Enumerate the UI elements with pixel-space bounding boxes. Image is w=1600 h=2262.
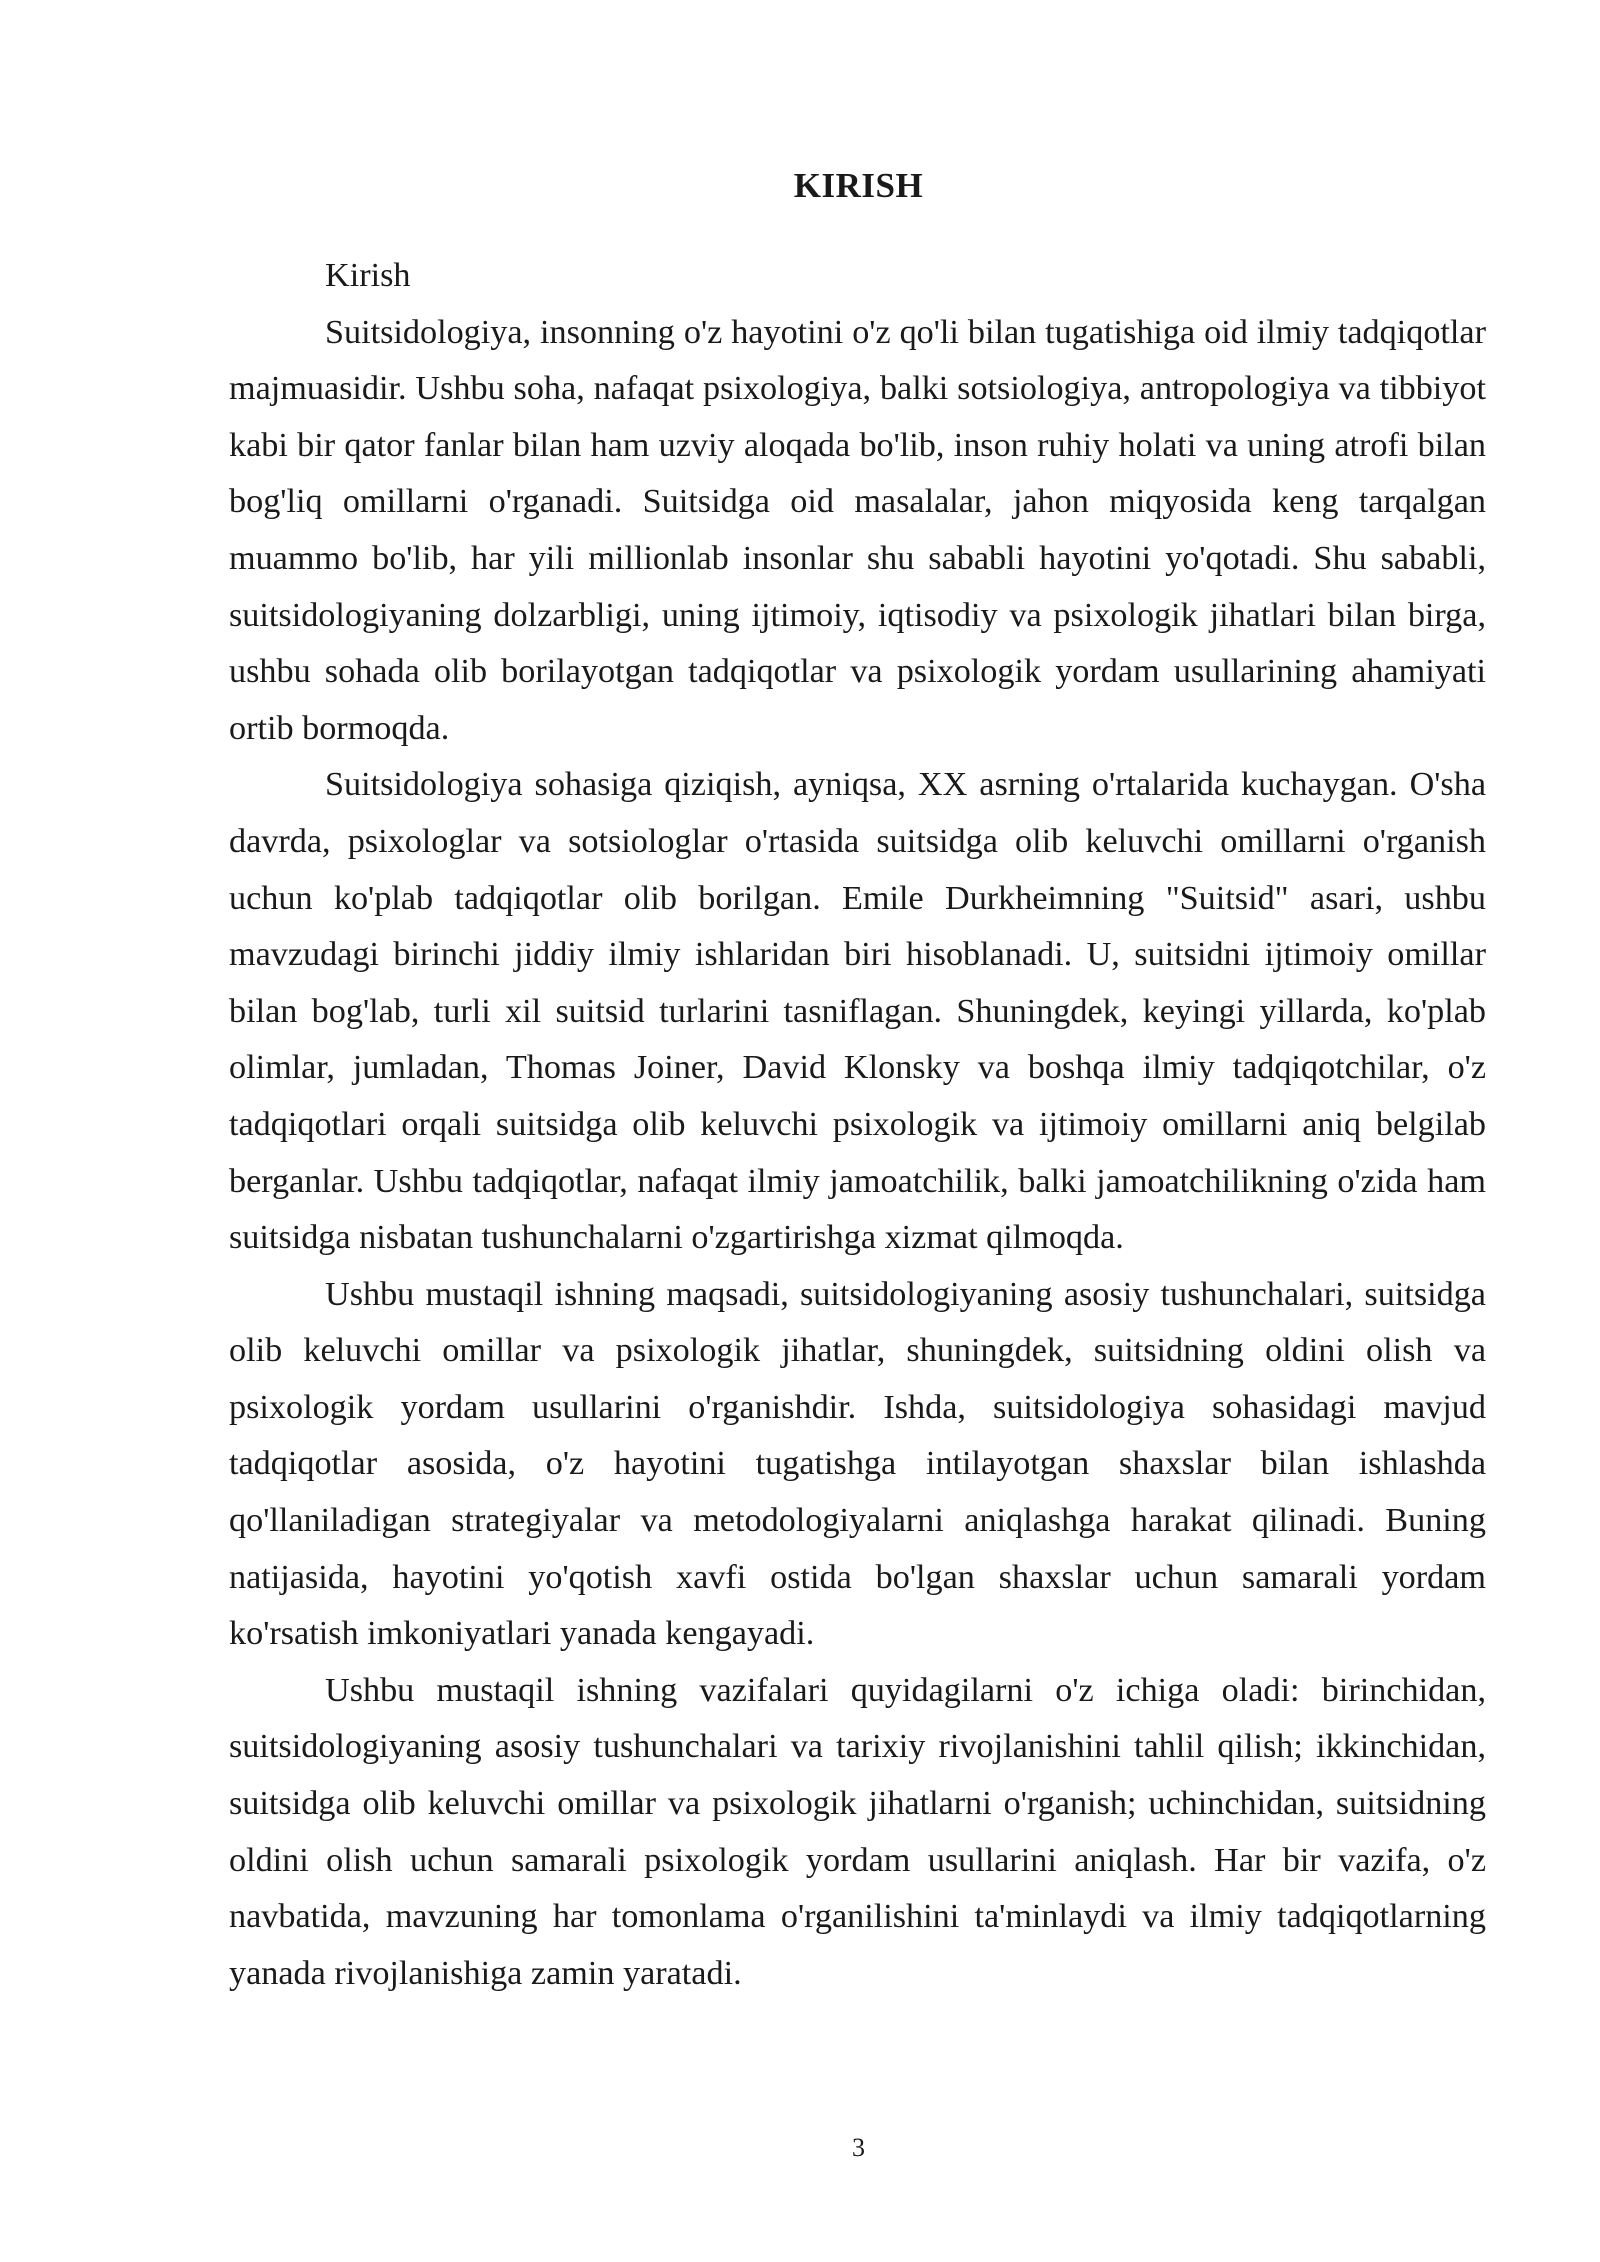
paragraph-1: Suitsidologiya, insonning o'z hayotini o'z qo'li bilan tugatishiga oid ilmiy tadqiqotlar majmuasidir. Ushbu soha, nafaqat psixologiya, balki sotsiologiya, antropologiya va tibbiyot kabi bir qator fanlar bilan ham uzviy aloqada bo'lib, inson ruhiy holati va uning atrofi bilan bog'liq omillarni o'rganadi. Suitsidga oid masalalar, jahon miqyosida keng tarqalgan muammo bo'lib, har yili millionlab insonlar shu sababli hayotini yo'qotadi. Shu sababli, suitsidologiyaning dolzarbligi, uning ijtimoiy, iqtisodiy va psixologik jihatlari bilan birga, ushbu sohada olib borilayotgan tadqiqotlar va psixologik yordam usullarining ahamiyati ortib bormoqda.: [229, 313, 1486, 747]
paragraph-2: Suitsidologiya sohasiga qiziqish, ayniqsa, XX asrning o'rtalarida kuchaygan. O'sha davrda, psixologlar va sotsiologlar o'rtasida suitsidga olib keluvchi omillarni o'rganish uchun ko'plab tadqiqotlar olib borilgan. Emile Durkheimning "Suitsid" asari, ushbu mavzudagi birinchi jiddiy ilmiy ishlaridan biri hisoblanadi. U, suitsidni ijtimoiy omillar bilan bog'lab, turli xil suitsid turlarini tasniflagan. Shuningdek, keyingi yillarda, ko'plab olimlar, jumladan, Thomas Joiner, David Klonsky va boshqa ilmiy tadqiqotchilar, o'z tadqiqotlari orqali suitsidga olib keluvchi psixologik va ijtimoiy omillarni aniq belgilab berganlar. Ushbu tadqiqotlar, nafaqat ilmiy jamoatchilik, balki jamoatchilikning o'zida ham suitsidga nisbatan tushunchalarni o'zgartirishga xizmat qilmoqda.: [229, 766, 1486, 1257]
subheading: Kirish: [325, 257, 411, 294]
paragraph-4: Ushbu mustaqil ishning vazifalari quyidagilarni o'z ichiga oladi: birinchidan, suitsidologiyaning asosiy tushunchalari va tarixiy rivojlanishini tahlil qilish; ikkinchidan, suitsidga olib keluvchi omillar va psixologik jihatlarni o'rganish; uchinchidan, suitsidning oldini olish uchun samarali psixologik yordam usullarini aniqlash. Har bir vazifa, o'z navbatida, mavzuning har tomonlama o'rganilishini ta'minlaydi va ilmiy tadqiqotlarning yanada rivojlanishiga zamin yaratadi.: [229, 1671, 1486, 1992]
document-body: [229, 248, 1486, 2002]
page-title: KIRISH: [793, 166, 924, 205]
page-number: 3: [852, 2133, 865, 2162]
paragraph-3: Ushbu mustaqil ishning maqsadi, suitsidologiyaning asosiy tushunchalari, suitsidga olib keluvchi omillar va psixologik jihatlar, shuningdek, suitsidning oldini olish va psixologik yordam usullarini o'rganishdir. Ishda, suitsidologiya sohasidagi mavjud tadqiqotlar asosida, o'z hayotini tugatishga intilayotgan shaxslar bilan ishlashda qo'llaniladigan strategiyalar va metodologiyalarni aniqlashga harakat qilinadi. Buning natijasida, hayotini yo'qotish xavfi ostida bo'lgan shaxslar uchun samarali yordam ko'rsatish imkoniyatlari yanada kengayadi.: [229, 1275, 1486, 1653]
